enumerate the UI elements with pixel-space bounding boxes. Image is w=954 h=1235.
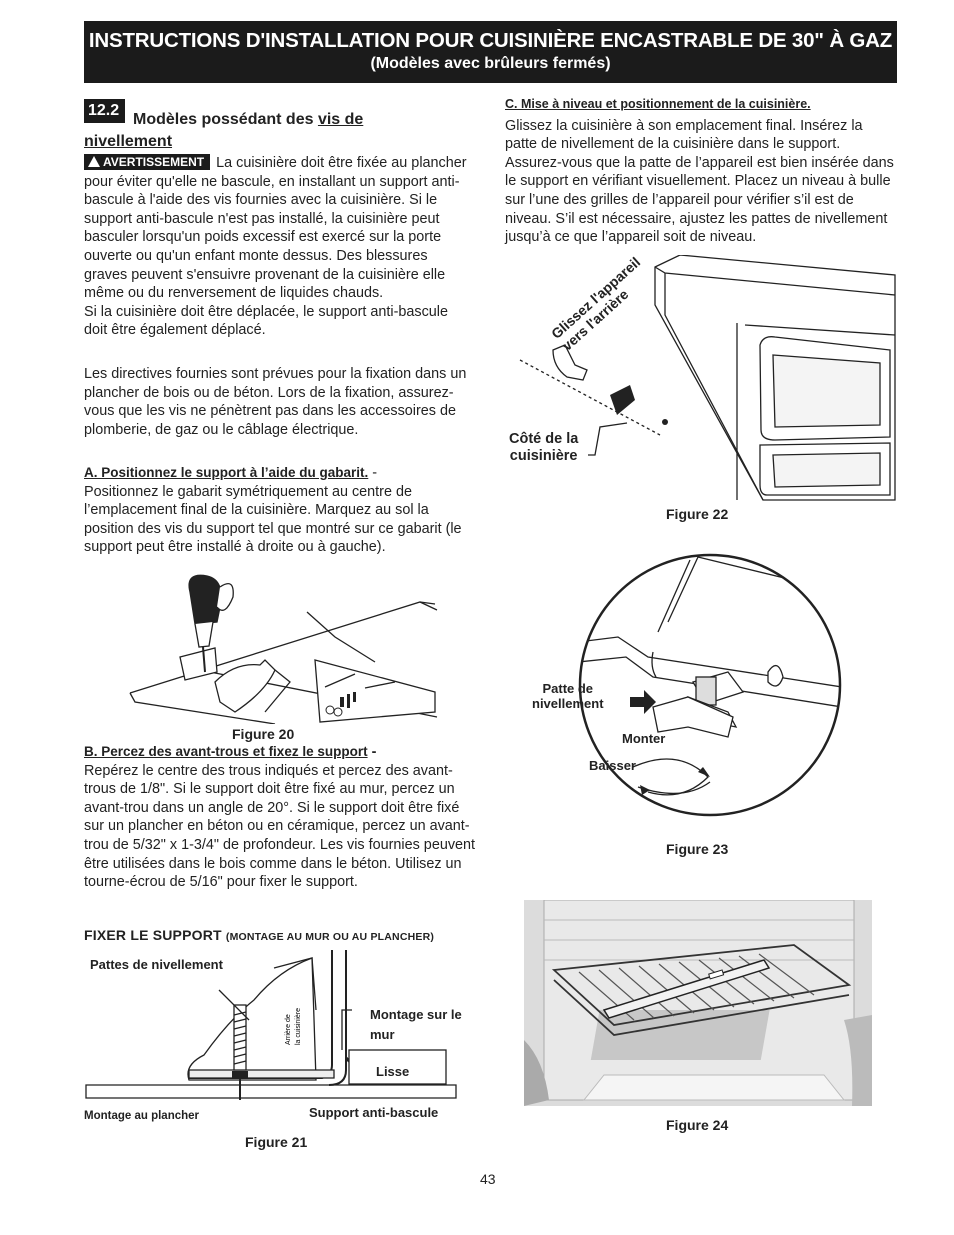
figure-23-monter-label: Monter (622, 731, 666, 746)
figure-22-cote-label: Côté de la cuisinière (509, 431, 579, 464)
figure-23-leveling-leg-closeup (578, 532, 842, 838)
figure-23-patte-label: Patte de nivellement (532, 681, 604, 711)
fixer-support-heading: FIXER LE SUPPORT (MONTAGE AU MUR OU AU PLANCHER) (84, 927, 435, 943)
section-title: Modèles possédant des vis de (133, 111, 364, 128)
figure-21-lisse-label: Lisse (376, 1064, 410, 1079)
step-b-paragraph: B. Percez des avant-trous et fixez le support - Repérez le centre des trous indiqués et percez des avant-trous de 1/8". Si le support doit être fixé au mur, percez un avant-trou dans un angle de 20°. Si le support doit être fixé sur un plancher en béton ou en céramique, percez un avant-trou de 5/32" x 1-3/4" de profondeur. Les vis fournies peuvent être utilisées dans le bois comme dans le béton. Utilisez un tourne-écrou de 5/16" pour fixer le support. (84, 744, 476, 891)
step-c-paragraph (505, 95, 897, 247)
warning-badge: AVERTISSEMENT (84, 154, 210, 170)
figure-24-oven-rack-level-photo (524, 900, 872, 1106)
figure-22-caption: Figure 22 (666, 506, 729, 522)
step-a-text: Positionnez le gabarit symétriquement au centre de l’emplacement final de la cuisinière. Marquez au sol la position des vis du support tel que montré sur ce gabarit (le support peut être installé à droite ou à gauche). (84, 483, 462, 556)
figure-22-slide-text: Glissez l'appareil vers l'arrière (548, 253, 644, 354)
page-subtitle: (Modèles avec brûleurs fermés) (370, 55, 611, 72)
figure-21-arriere-label-1: Arrière de (285, 1014, 292, 1045)
step-b-title: B. Percez des avant-trous et fixez le support (84, 744, 368, 759)
figure-24-caption: Figure 24 (666, 1117, 729, 1133)
warning-paragraph-2: Si la cuisinière doit être déplacée, le support anti-bascule doit être également déplacé. (84, 303, 448, 339)
section-number: 12.2 (84, 99, 125, 123)
figure-21-caption: Figure 21 (245, 1134, 308, 1150)
figure-20-drill-illustration (125, 562, 445, 724)
figure-21-montage-mur-label: Montage sur le mur (370, 1007, 462, 1042)
figure-20-caption: Figure 20 (232, 726, 295, 742)
step-c-title: C. Mise à niveau et positionnement de la cuisinière. (505, 97, 811, 111)
step-a-paragraph: A. Positionnez le support à l’aide du gabarit. - Positionnez le gabarit symétriquement au centre de l’emplacement final de la cuisinière. Marquez au sol la position des vis du support tel que montré sur ce gabarit (le support peut être installé à droite ou à gauche). (84, 464, 476, 557)
page-number: 43 (480, 1171, 496, 1187)
figure-23-baisser-label: Baisser (589, 758, 636, 773)
step-c-text: Glissez la cuisinière à son emplacement final. Insérez la patte de nivellement de la cuisinière dans le support. Assurez-vous que la patte de l’appareil est bien insérée dans le support en vérifiant visuellement. Placez un niveau à bulle sur l’une des grilles de l’appareil pour vérifier s’il est de niveau. S’il est nécessaire, ajustez les pattes de nivellement jusqu’à ce que l’appareil soit de niveau. (505, 117, 894, 246)
figure-22-range-slide-illustration (505, 255, 900, 505)
figure-21-pattes-label: Pattes de nivellement (90, 957, 223, 972)
section-title-cont: nivellement (84, 133, 173, 150)
directives-paragraph: Les directives fournies sont prévues pour la fixation dans un plancher de bois ou de béton. Lors de la fixation, assurez-vous que les vis ne pénètrent pas dans les accessoires de plomberie, de gaz ou le câblage électrique. (84, 366, 467, 438)
figure-21-arriere-label-2: la cuisinière (295, 1008, 302, 1045)
warning-triangle-icon (88, 156, 100, 167)
figure-23-caption: Figure 23 (666, 841, 729, 857)
page-title: INSTRUCTIONS D'INSTALLATION POUR CUISINIÈRE ENCASTRABLE DE 30" À GAZ (88, 29, 893, 52)
step-b-text: Repérez le centre des trous indiqués et percez des avant-trous de 1/8". Si le support doit être fixé au mur, percez un avant-trou dans un angle de 20°. Si le support doit être fixé sur un plancher en béton ou en céramique, percez un avant-trou de 5/32" x 1-3/4" de profondeur. Les vis fournies peuvent être utilisées dans le bois comme dans le béton. Utilisez un tourne-écrou de 5/16" pour fixer le support. (84, 762, 476, 891)
warning-paragraph: AVERTISSEMENT La cuisinière doit être fixée au plancher pour éviter qu'elle ne bascule, en installant un support anti-bascule à l'aide des vis fournies avec la cuisinière. Si le support anti-bascule n'est pas installé, la cuisinière peut basculer lorsqu'un poids excessif est exercé sur la porte ouverte ou qu'un enfant monte dessus. Des blessures graves peuvent s'ensuivre provenant de la cuisinière elle même ou du renversement de liquides chauds. Si la cuisinière doit être déplacée, le support anti-bascule doit être également déplacé. (84, 154, 470, 340)
figure-21-support-label: Support anti-bascule (309, 1105, 439, 1120)
page-header-banner (84, 21, 897, 83)
step-a-title: A. Positionnez le support à l’aide du gabarit. (84, 465, 369, 480)
figure-21-montage-plancher-label: Montage au plancher (84, 1110, 200, 1122)
